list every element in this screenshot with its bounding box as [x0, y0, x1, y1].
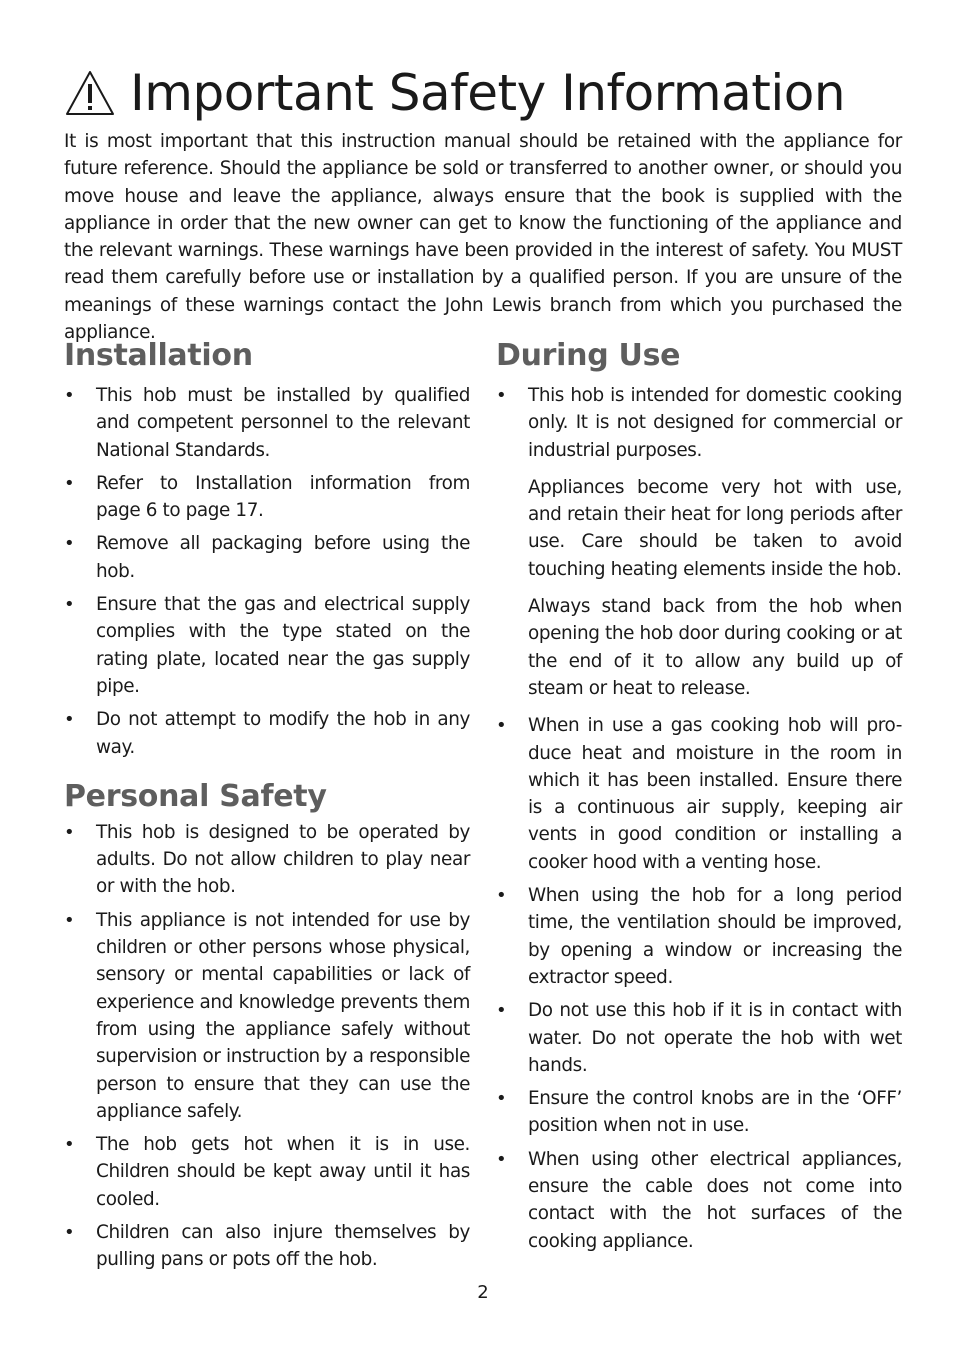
warning-triangle-icon — [64, 69, 116, 117]
list-item: • When using the hob for a long period time, the ventilation should be improved, by opening a window or increasing the extractor speed. — [496, 882, 902, 991]
personal-safety-heading: Personal Safety — [64, 778, 327, 814]
list-item: • When in use a gas cooking hob will pro-duce heat and moisture in the room in which it has been installed. Ensure there is a continuous air supply, keeping air vents in good condition or installing a cooker hood with a venting hose. — [496, 712, 902, 876]
sub-paragraph: Appliances become very hot with use, and retain their heat for long periods after use. Care should be taken to avoid touching heating elements inside the hob. — [528, 476, 902, 580]
page-number: 2 — [477, 1282, 489, 1303]
list-item: • The hob gets hot when it is in use. Children should be kept away until it has cooled. — [64, 1131, 470, 1213]
title-row — [64, 58, 845, 128]
list-item: • This appliance is not intended for use by children or other persons whose physical, sensory or mental capabilities or lack of experience and knowledge prevents them from using the appliance safely without supervision or instruction by a responsible person to ensure that they can use the appliance safely. — [64, 907, 470, 1125]
left-column — [64, 334, 470, 1280]
list-item: • Do not use this hob if it is in contact with water. Do not operate the hob with wet hands. — [496, 997, 902, 1079]
list-item: • This hob must be installed by qualified and competent personnel to the relevant National Standards. — [64, 382, 470, 464]
list-item: • When using other electrical appliances, ensure the cable does not come into contact with the hot surfaces of the cooking appliance. — [496, 1146, 902, 1255]
list-item: • Children can also injure themselves by pulling pans or pots off the hob. — [64, 1219, 470, 1274]
list-item: • Do not attempt to modify the hob in any way. — [64, 706, 470, 761]
during-use-heading: During Use — [496, 338, 681, 373]
during-use-list — [496, 382, 902, 1255]
right-column — [496, 334, 902, 1261]
installation-list — [64, 382, 470, 761]
list-item: • Remove all packaging before using the hob. — [64, 530, 470, 585]
sub-paragraph: Always stand back from the hob when opening the hob door during cooking or at the end of it to allow any build up of steam or heat to release. — [528, 596, 902, 699]
list-item: • Ensure that the gas and electrical supply complies with the type stated on the rating plate, located near the gas supply pipe. — [64, 591, 470, 700]
page-title: Important Safety Information — [130, 64, 846, 122]
list-item: • Refer to Installation information from page 6 to page 17. — [64, 470, 470, 525]
list-item: • This hob is designed to be operated by adults. Do not allow children to play near or with the hob. — [64, 819, 470, 901]
installation-heading: Installation — [64, 338, 253, 373]
list-item: • Ensure the control knobs are in the ‘OFF’ position when not in use. — [496, 1085, 902, 1140]
list-item: • This hob is intended for domestic cooking only. It is not designed for commercial or industrial purposes. — [496, 382, 902, 464]
personal-safety-list — [64, 819, 470, 1274]
intro-paragraph: It is most important that this instruction manual should be retained with the appliance for future reference. Should the appliance be sold or transferred to another owner, or should you move house and leave the appliance, always ensure that the book is supplied with the appliance in order that the new owner can get to know the functioning of the appliance and the relevant warnings. These warnings have been provided in the interest of safety. You MUST read them carefully before use or installation by a qualified person. If you are unsure of the meanings of these warnings contact the John Lewis branch from which you purchased the appliance. — [64, 131, 902, 344]
